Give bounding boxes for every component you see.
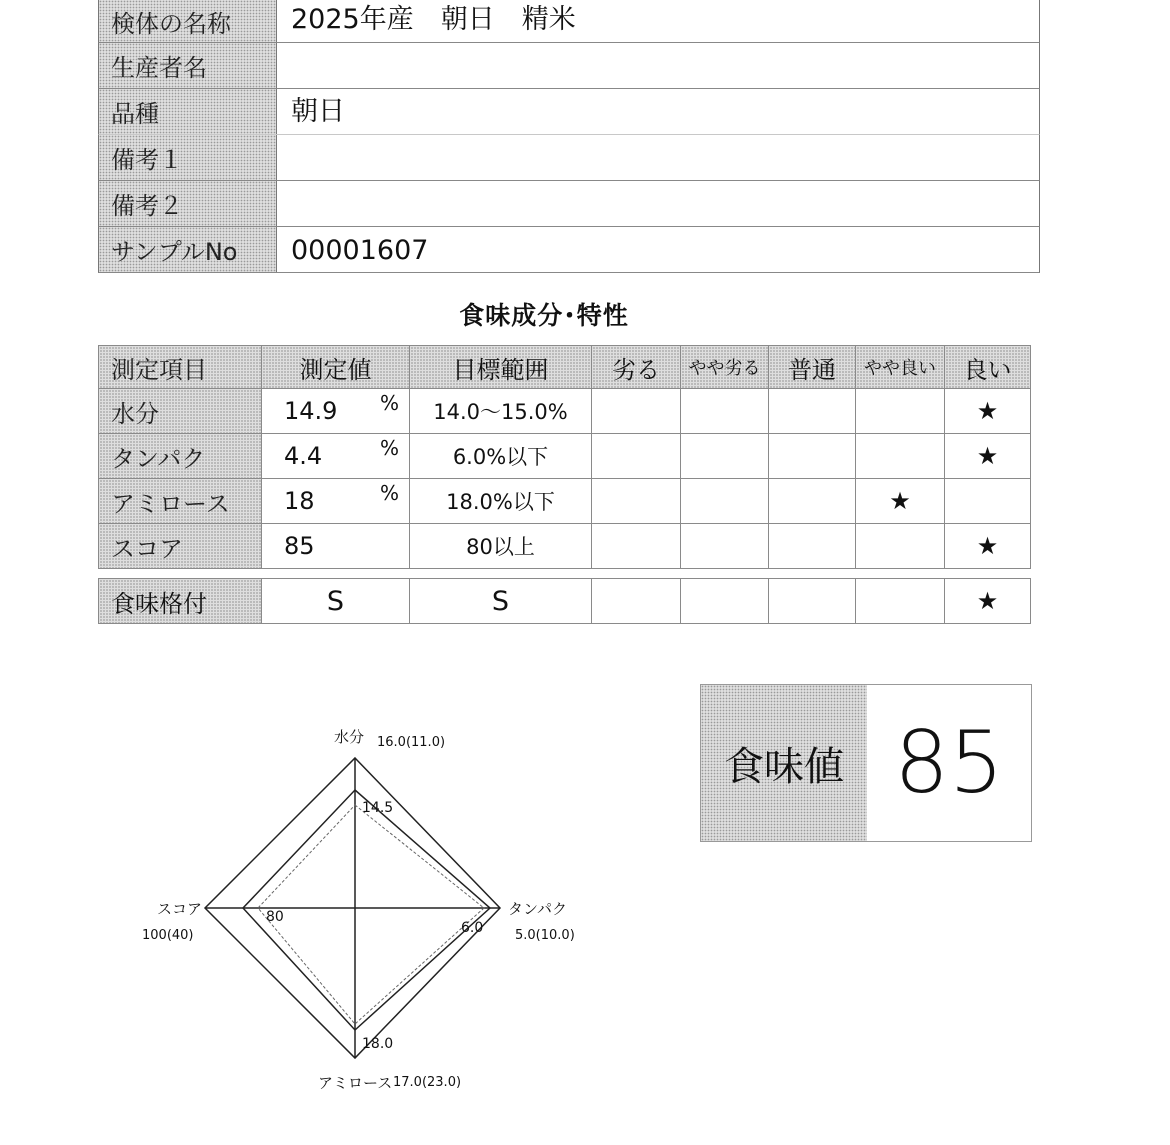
target-range: 18.0%以下 — [410, 479, 592, 524]
axis-value-amylose: 18.0 — [362, 1036, 394, 1052]
rating-cell — [769, 579, 856, 624]
axis-name-moisture: 水分 — [334, 728, 365, 746]
rating-cell — [856, 579, 945, 624]
rating-cell — [769, 479, 856, 524]
grade-table — [98, 578, 1031, 624]
measured-value: 18 — [284, 487, 315, 515]
axis-name-score: スコア — [157, 900, 203, 918]
rating-cell — [592, 579, 681, 624]
measured-value: 4.4 — [284, 442, 323, 470]
radar-chart — [0, 700, 660, 1120]
value-cell — [262, 434, 410, 479]
grade-value: S — [262, 579, 410, 624]
header-cell: 測定値 — [262, 346, 410, 389]
axis-value-protein: 6.0 — [461, 920, 484, 936]
sample-info-table — [98, 0, 1040, 273]
item-label: アミロース — [99, 479, 262, 524]
rating-cell — [856, 434, 945, 479]
rating-cell — [681, 434, 769, 479]
rating-cell — [856, 389, 945, 434]
rating-cell — [592, 524, 681, 569]
axis-range-score: 100(40) — [142, 928, 194, 943]
table-header-row — [99, 346, 1031, 389]
info-row-note1 — [98, 135, 1040, 181]
info-label: 検体の名称 — [99, 0, 277, 42]
info-row-sample-no — [98, 227, 1040, 273]
header-cell: 普通 — [769, 346, 856, 389]
rating-cell — [592, 479, 681, 524]
axis-range-moisture: 16.0(11.0) — [377, 735, 446, 750]
taste-score-value: 85 — [894, 713, 1004, 813]
grade-target: S — [410, 579, 592, 624]
table-row — [99, 479, 1031, 524]
info-row-note2 — [98, 181, 1040, 227]
axis-range-protein: 5.0(10.0) — [515, 928, 575, 943]
section-title: 食味成分･特性 — [459, 301, 629, 330]
target-range: 6.0%以下 — [410, 434, 592, 479]
rating-star: ★ — [945, 524, 1031, 569]
measured-unit: % — [380, 391, 400, 415]
axis-value-score: 80 — [266, 909, 284, 925]
target-range: 14.0～15.0% — [410, 389, 592, 434]
rating-cell — [769, 524, 856, 569]
value-cell — [262, 524, 410, 569]
item-label: タンパク — [99, 434, 262, 479]
info-label: 備考１ — [99, 135, 277, 180]
measured-unit: % — [380, 436, 400, 460]
info-value: 00001607 — [291, 235, 429, 266]
info-label: 品種 — [99, 89, 277, 134]
info-row-producer — [98, 43, 1040, 89]
info-row-variety — [98, 89, 1040, 135]
rating-cell — [592, 434, 681, 479]
grade-row — [99, 579, 1031, 624]
rating-star: ★ — [945, 389, 1031, 434]
target-range: 80以上 — [410, 524, 592, 569]
header-cell: 良い — [945, 346, 1031, 389]
header-cell: やや劣る — [681, 346, 769, 389]
rating-cell — [945, 479, 1031, 524]
value-cell — [262, 389, 410, 434]
rating-cell — [681, 579, 769, 624]
axis-value-moisture: 14.5 — [362, 800, 394, 816]
axis-range-amylose: 17.0(23.0) — [393, 1075, 462, 1090]
axis-name-amylose: アミロース — [318, 1074, 393, 1092]
value-cell — [262, 479, 410, 524]
table-row — [99, 524, 1031, 569]
header-cell: 測定項目 — [99, 346, 262, 389]
grade-label: 食味格付 — [99, 579, 262, 624]
rating-star: ★ — [945, 579, 1031, 624]
item-label: 水分 — [99, 389, 262, 434]
rating-star: ★ — [856, 479, 945, 524]
measured-value: 85 — [284, 532, 315, 560]
measured-unit: % — [380, 481, 400, 505]
rating-cell — [856, 524, 945, 569]
info-value — [277, 135, 1039, 180]
measurement-table — [98, 345, 1031, 569]
rating-cell — [681, 389, 769, 434]
rating-star: ★ — [945, 434, 1031, 479]
radar-target-polygon — [258, 805, 484, 1024]
info-value: 朝日 — [291, 96, 345, 127]
item-label: スコア — [99, 524, 262, 569]
axis-name-protein: タンパク — [508, 900, 567, 918]
rating-cell — [592, 389, 681, 434]
rating-cell — [769, 389, 856, 434]
rating-cell — [681, 479, 769, 524]
info-label: 生産者名 — [99, 43, 277, 88]
info-label: 備考２ — [99, 181, 277, 226]
rating-cell — [769, 434, 856, 479]
header-cell: 目標範囲 — [410, 346, 592, 389]
header-cell: やや良い — [856, 346, 945, 389]
header-cell: 劣る — [592, 346, 681, 389]
info-value: 2025年産 朝日 精米 — [291, 4, 576, 35]
table-row — [99, 389, 1031, 434]
table-row — [99, 434, 1031, 479]
measured-value: 14.9 — [284, 397, 338, 425]
info-row-name — [98, 0, 1040, 43]
info-label: サンプルNo — [99, 227, 277, 272]
info-value — [277, 181, 1039, 226]
taste-score-label: 食味値 — [701, 685, 867, 841]
taste-score-box — [700, 684, 1032, 842]
info-value — [277, 43, 1039, 88]
rating-cell — [681, 524, 769, 569]
